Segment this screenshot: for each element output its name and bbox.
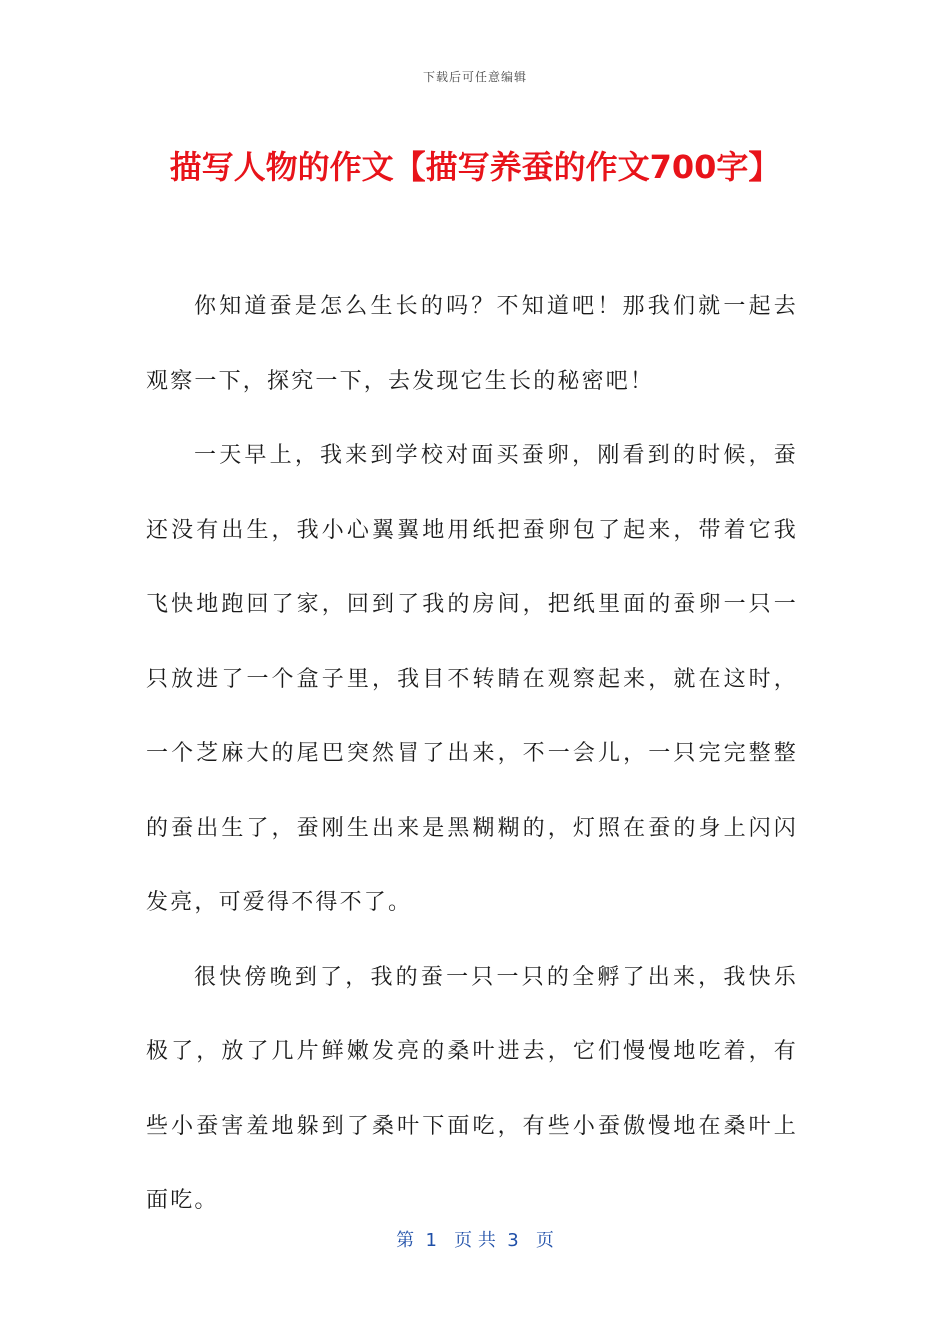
paragraph-1: 你知道蚕是怎么生长的吗？不知道吧！那我们就一起去观察一下，探究一下，去发现它生长的秘密吧！	[146, 294, 798, 394]
document-body	[146, 270, 798, 1239]
paragraph-2: 一天早上，我来到学校对面买蚕卵，刚看到的时候，蚕还没有出生，我小心翼翼地用纸把蚕卵包了起来，带着它我飞快地跑回了家，回到了我的房间，把纸里面的蚕卵一只一只放进了一个盒子里，我目不转睛在观察起来，就在这时，一个芝麻大的尾巴突然冒了出来，不一会儿，一只完完整整的蚕出生了，蚕刚生出来是黑糊糊的，灯照在蚕的身上闪闪发亮，可爱得不得不了。	[146, 443, 798, 915]
paragraph-3: 很快傍晚到了，我的蚕一只一只的全孵了出来，我快乐极了，放了几片鲜嫩发亮的桑叶进去，它们慢慢地吃着，有些小蚕害羞地躲到了桑叶下面吃，有些小蚕傲慢地在桑叶上面吃。	[146, 964, 798, 1213]
document-title: 描写人物的作文【描写养蚕的作文700字】	[169, 148, 781, 186]
header-note: 下载后可任意编辑	[422, 70, 527, 84]
page-number-footer: 第 1 页 共 3 页	[396, 1230, 554, 1251]
